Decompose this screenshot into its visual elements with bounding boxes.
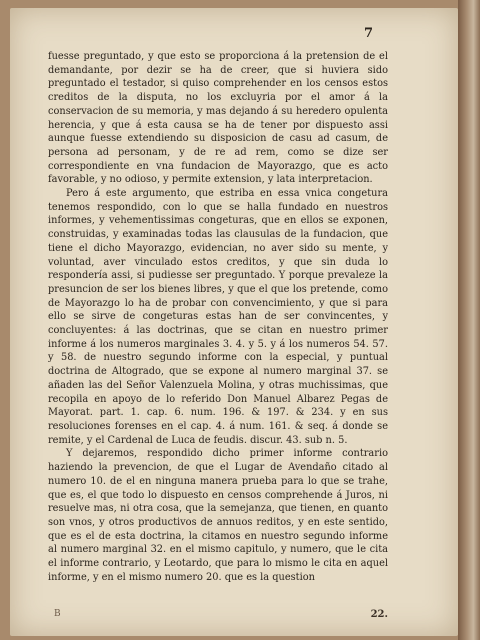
book-page — [10, 8, 458, 636]
signature-mark: B — [54, 609, 61, 619]
paragraph-1: fuesse preguntado, y que esto se proporciona á la pretension de el demandante, por dezir se ha de creer, que si huviera sido preguntado el testador, si quiso comprehender en los censos estos creditos de la disputa, no los excluyria por el amor á la conservacion de su memoria, y mas dejando á su heredero opulenta herencia, y que á esta causa se ha de tener por dispuesto assi aunque fuesse extendiendo su disposicion de casu ad casum, de persona ad personam, y de re ad rem, como se dize ser correspondiente en vna fundacion de Mayorazgo, que es acto favorable, y no odioso, y permite extension, y lata interpretacion. — [48, 51, 388, 186]
paragraph-2: Pero á este argumento, que estriba en essa vnica congetura tenemos respondido, con lo que se halla fundado en nuestros informes, y vehementissimas congeturas, que en ellos se exponen, construidas, y examinadas todas las clausulas de la fundacion, que tiene el dicho Mayorazgo, evidencian, no aver sido su mente, y voluntad, aver vinculado estos creditos, y que sin duda lo respondería assi, si pudiesse ser preguntado. Y porque prevaleze la presuncion de ser los bienes libres, y que el que los pretende, como de Mayorazgo lo ha de probar con convencimiento, y que si para ello se sirve de congeturas estas han de ser convincentes, y concluyentes: á las doctrinas, que se citan en nuestro primer informe á los numeros marginales 3. 4. y 5. y á los numeros 54. 57. y 58. de nuestro segundo informe con la especial, y puntual doctrina de Altogrado, que se expone al numero marginal 37. se añaden las del Señor Valenzuela Molina, y otras muchissimas, que recopila en apoyo de lo referido Don Manuel Albarez Pegas de Mayorat. part. 1. cap. 6. num. 196. & 197. & 234. y en sus resoluciones forenses en el cap. 4. á num. 161. & seq. á donde se remite, y el Cardenal de Luca de feudis. discur. 43. sub n. 5. — [48, 188, 388, 446]
body-text — [48, 50, 388, 584]
catchword: 22. — [370, 609, 388, 620]
page-number: 7 — [364, 26, 374, 41]
paragraph-3: Y dejaremos, respondido dicho primer informe contrario haziendo la prevencion, de que el Lugar de Avendaño citado al numero 10. de el en ninguna manera prueba para lo que se trahe, que es, el que todo lo dispuesto en censos comprehende á Juros, ni resuelve mas, ni otra cosa, que la semejanza, que tienen, en quanto son vnos, y otros productivos de annuos reditos, y en este sentido, que es el de esta doctrina, la citamos en nuestro segundo informe al numero marginal 32. en el mismo capitulo, y numero, que le cita el informe contrario, y Leotardo, que para lo mismo le cita en aquel informe, y en el mismo numero 20. que es la question — [48, 448, 388, 583]
book-spine-edge — [458, 0, 480, 640]
